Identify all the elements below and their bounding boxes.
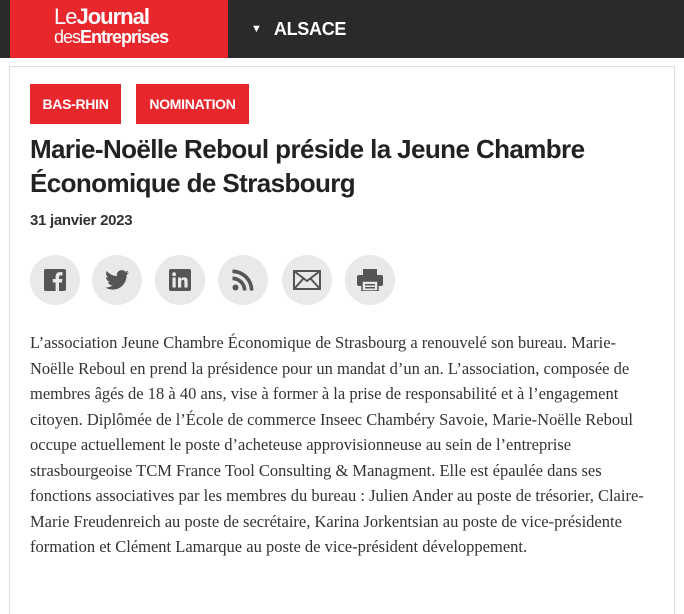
site-logo[interactable] [10, 0, 228, 58]
share-rss-button[interactable] [218, 255, 268, 305]
linkedin-icon [169, 269, 191, 291]
rss-icon [232, 269, 254, 291]
article-title: Marie-Noëlle Reboul préside la Jeune Chambre Économique de Strasbourg [30, 134, 585, 198]
top-navigation-bar [0, 0, 684, 58]
share-twitter-button[interactable] [92, 255, 142, 305]
region-selector[interactable] [251, 17, 346, 41]
caret-down-icon: ▼ [251, 23, 262, 35]
logo-line-2: desEntreprises [54, 27, 169, 47]
print-icon [357, 269, 383, 291]
facebook-icon [44, 269, 66, 291]
logo-line-1: LeJournal [54, 4, 149, 29]
share-facebook-button[interactable] [30, 255, 80, 305]
article-date: 31 janvier 2023 [30, 212, 133, 229]
print-button[interactable] [345, 255, 395, 305]
twitter-icon [105, 270, 129, 290]
tag-bas-rhin[interactable]: BAS-RHIN [30, 84, 121, 124]
email-icon [293, 270, 321, 290]
tag-nomination[interactable]: NOMINATION [136, 84, 249, 124]
region-label: ALSACE [273, 18, 347, 39]
article-body: L’association Jeune Chambre Économique de Strasbourg a renouvelé son bureau. Marie-Noëlle Reboul en prend la présidence pour un mandat d’un an. L’association, composée de membres âgés de 18 à 40 ans, vise à former à la prise de responsabilité et à l’engagement citoyen. Diplômée de l’École de commerce Inseec Chambéry Savoie, Marie-Noëlle Reboul occupe actuellement le poste d’acheteuse approvisionneuse au sein de l’entreprise strasbourgeoise TCM France Tool Consulting & Managment. Elle est épaulée dans ses fonctions associatives par les membres du bureau : Julien Ander au poste de trésorier, Claire-Marie Freudenreich au poste de secrétaire, Karina Jorkentsian au poste de vice-présidente formation et Clément Lamarque au poste de vice-président développement. [30, 333, 644, 556]
share-email-button[interactable] [282, 255, 332, 305]
share-linkedin-button[interactable] [155, 255, 205, 305]
